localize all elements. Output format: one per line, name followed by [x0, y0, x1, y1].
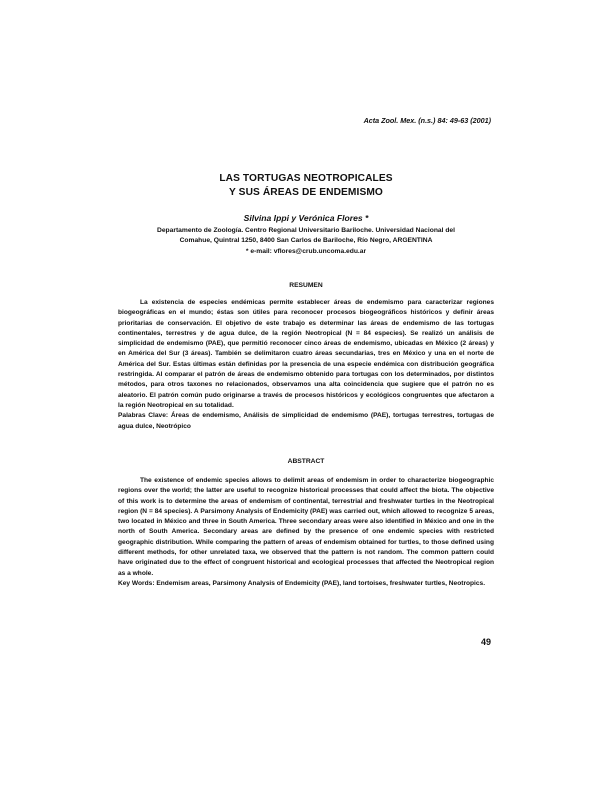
contact-email: * e-mail: vflores@crub.uncoma.edu.ar	[245, 247, 367, 255]
affiliation	[150, 226, 462, 257]
affiliation-line-2: Comahue, Quintral 1250, 8400 San Carlos de Bariloche, Río Negro, ARGENTINA	[179, 237, 433, 245]
abstract-text: The existence of endemic species allows to delimit areas of endemism in order to characterize biogeographic regions over the world; the latter are useful to recognize historical processes that could affect the biota. The objective of this work is to determine the areas of endemism of continental, terrestrial and freshwater turtles in the Neotropical region (N = 84 species). A Parsimony Analysis of Endemicity (PAE) was carried out, which allowed to recognize 5 areas, two located in México and three in South America. Three secondary areas were also identified in México and one in the north of South America. Secondary areas are defined by the presence of one endemic species with restricted geographic distribution. While comparing the pattern of areas of endemism obtained for turtles, to those defined using different methods, for other unrelated taxa, we observed that the pattern is not random. The common pattern could have originated due to the effect of congruent historical and ecological processes that affected the Neotropical region as a whole.	[118, 477, 494, 577]
title-line-2: Y SUS ÁREAS DE ENDEMISMO	[229, 187, 383, 198]
resumen-body	[118, 298, 494, 432]
paper-title	[0, 172, 612, 200]
journal-reference	[364, 116, 491, 125]
resumen-keywords-label: Palabras Clave:	[118, 412, 169, 420]
abstract-keywords-text: Endemism areas, Parsimony Analysis of Endemicity (PAE), land tortoises, freshwater turtles, Neotropics.	[156, 579, 486, 587]
affiliation-line-1: Departamento de Zoología. Centro Regional Universitario Bariloche. Universidad Nacional del	[156, 227, 456, 234]
resumen-keywords	[118, 411, 494, 432]
resumen-text: La existencia de especies endémicas permite establecer áreas de endemismo para caracterizar regiones biogeográficas en el mundo; éstas son útiles para reconocer procesos biogeográficos históricos y definir áreas prioritarias de conservación. El objetivo de este trabajo es determinar las áreas de endemismo de las tortugas continentales, terrestres y de agua dulce, de la región Neotropical (N = 84 especies). Se realizó un análisis de simplicidad de endemismo (PAE), que permitió reconocer cinco áreas de endemismo, ubicadas en México (2 áreas) y en América del Sur (3 áreas). También se delimitaron cuatro áreas secundarias, tres en México y una en el norte de América del Sur. Estas últimas están definidas por la presencia de una especie endémica con distribución geográfica restringida. Al comparar el patrón de áreas de endemismo obtenido para tortugas con los determinados, por distintos métodos, para otros taxones no relacionados, observamos una alta coincidencia que sugiere que el patrón no es aleatorio. El patrón común pudo originarse a través de procesos históricos y ecológicos congruentes que afectaron a la región Neotropical en su totalidad.	[118, 299, 494, 409]
journal-volume: (n.s.) 84: 49-63 (2001)	[418, 116, 491, 125]
authors: Silvina Ippi y Verónica Flores *	[243, 213, 369, 223]
abstract-keywords	[118, 579, 494, 589]
abstract-body	[118, 476, 494, 589]
abstract-heading: ABSTRACT	[287, 458, 325, 465]
page-number: 49	[480, 637, 491, 647]
journal-name: Acta Zool. Mex.	[363, 116, 417, 125]
abstract-keywords-label: Key Words:	[118, 579, 155, 587]
resumen-heading: RESUMEN	[289, 282, 323, 289]
resumen-keywords-text: Áreas de endemismo, Análisis de simplicidad de endemismo (PAE), tortugas terrestres, tortugas de agua dulce, Neotrópico	[118, 412, 494, 430]
title-line-1: LAS TORTUGAS NEOTROPICALES	[219, 173, 393, 184]
